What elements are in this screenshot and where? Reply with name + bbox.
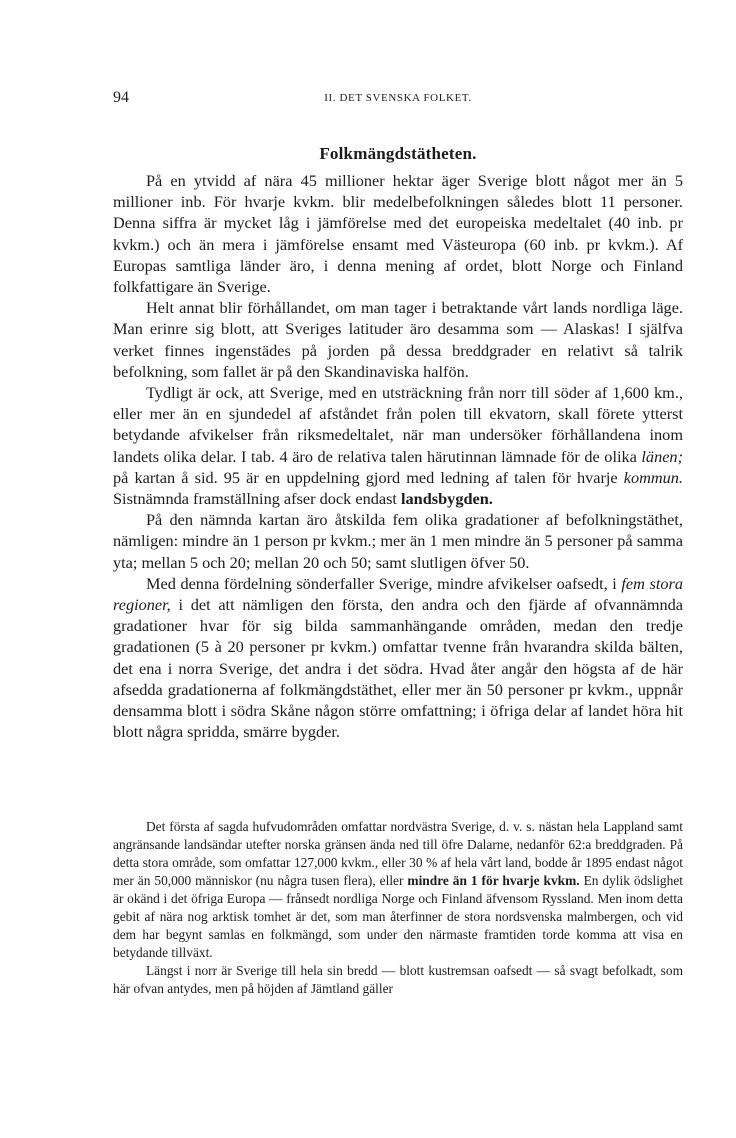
italic-term: kommun. [623, 467, 683, 487]
text-run: Det första af sagda hufvudområden omfattar nordvästra Sverige, d. v. s. nästan hela Lappland samt angränsande landsändar utefter norska gränsen ända ned till öfre Dalarne, nedanför 62:a breddgraden. På detta stora område, som omfattar 127,000 kvkm., eller 30 % af hela vårt land, bodde år 1895 endast något mer än 50,000 människor (nu några tusen flera), eller [113, 819, 683, 888]
small-paragraph: Längst i norr är Sverige till hela sin bredd — blott kustremsan oafsedt — så svagt befolkadt, som här ofvan antydes, men på höjden af Jämtland gäller [113, 963, 683, 996]
bold-term: mindre än 1 för hvarje kvkm. [407, 873, 580, 888]
running-header [113, 88, 683, 108]
small-paragraph [113, 818, 683, 962]
text-run: i det att nämligen den första, den andra och den fjärde af ofvannämnda gradationer hvar för sig bilda sammanhängande områden, medan den tredje gradationen (5 à 20 personer pr kvkm.) omfattar tvenne från hvarandra skilda bälten, det ena i norra Sverige, det andra i det södra. Hvad åter angår den högsta af de här afsedda gradationerna af folkmängdstäthet, eller mer än 50 personer pr kvkm., uppnår densamma blott i södra Skåne någon större omfattning; i öfriga delar af landet höra hit blott några spridda, smärre bygder. [113, 595, 683, 742]
chapter-title: II. DET SVENSKA FOLKET. [324, 92, 472, 104]
text-run: Tydligt är ock, att Sverige, med en utsträckning från norr till söder af 1,600 km., eller mer än en sjundedel af afståndet från polen till ekvatorn, skall förete ytterst betydande afvikelser från riksmedeltalet, när man undersöker förhållandena inom landets olika delar. I tab. 4 äro de relativa talen härutinnan lämnade för de olika [113, 383, 683, 466]
text-run: Sistnämnda framställning afser dock endast [113, 489, 402, 509]
section-heading: Folkmängdstätheten. [319, 144, 477, 163]
paragraph: På den nämnda kartan äro åtskilda fem olika gradationer af befolkningstäthet, nämligen: mindre än 1 person pr kvkm.; mer än 1 men mindre än 5 personer på samma yta; mellan 5 och 20; mellan 20 och 50; samt slutligen öfver 50. [113, 510, 683, 572]
bold-term: landsbygden. [401, 489, 493, 509]
main-body-text [113, 170, 683, 742]
text-run: på kartan å sid. 95 är en uppdelning gjord med ledning af talen för hvarje [113, 467, 624, 487]
paragraph: På en ytvidd af nära 45 millioner hektar äger Sverige blott något mer än 5 millioner inb. För hvarje kvkm. blir medelbefolkningen således blott 11 personer. Denna siffra är mycket låg i jämförelse med det europeiska medeltalet (40 inb. pr kvkm.) och än mera i jämförelse ensamt med Västeuropa (60 inb. pr kvkm.). Af Europas samtliga länder äro, i denna mening af ordet, blott Norge och Finland folkfattigare än Sverige. [113, 171, 683, 297]
paragraph [113, 573, 683, 743]
text-run: Med denna fördelning sönderfaller Sverige, mindre afvikelser oafsedt, i [146, 573, 622, 593]
small-print-text [113, 818, 683, 998]
paragraph: Helt annat blir förhållandet, om man tager i betraktande vårt lands nordliga läge. Man erinre sig blott, att Sveriges latituder äro desamma som — Alaskas! I själfva verket finnes ingenstädes på jorden på dessa breddgrader en relativt så talrik befolkning, som fallet är på den Skandinaviska halfön. [113, 298, 683, 381]
italic-term: länen; [641, 446, 683, 466]
italic-term: fem stora regioner, [113, 573, 683, 615]
page-number: 94 [113, 89, 129, 106]
text-run: En dylik ödslighet är okänd i det öfriga Europa — frånsedt nordliga Norge och Finland äfvensom Ryssland. Men inom detta gebit af nära nog arktisk tomhet är det, som man återfinner de stora nordsvenska malmbergen, och vid dem har begynt samlas en folkmängd, som under den närmaste framtiden torde komma att visa en betydande tillväxt. [113, 873, 683, 960]
paragraph [113, 382, 683, 509]
